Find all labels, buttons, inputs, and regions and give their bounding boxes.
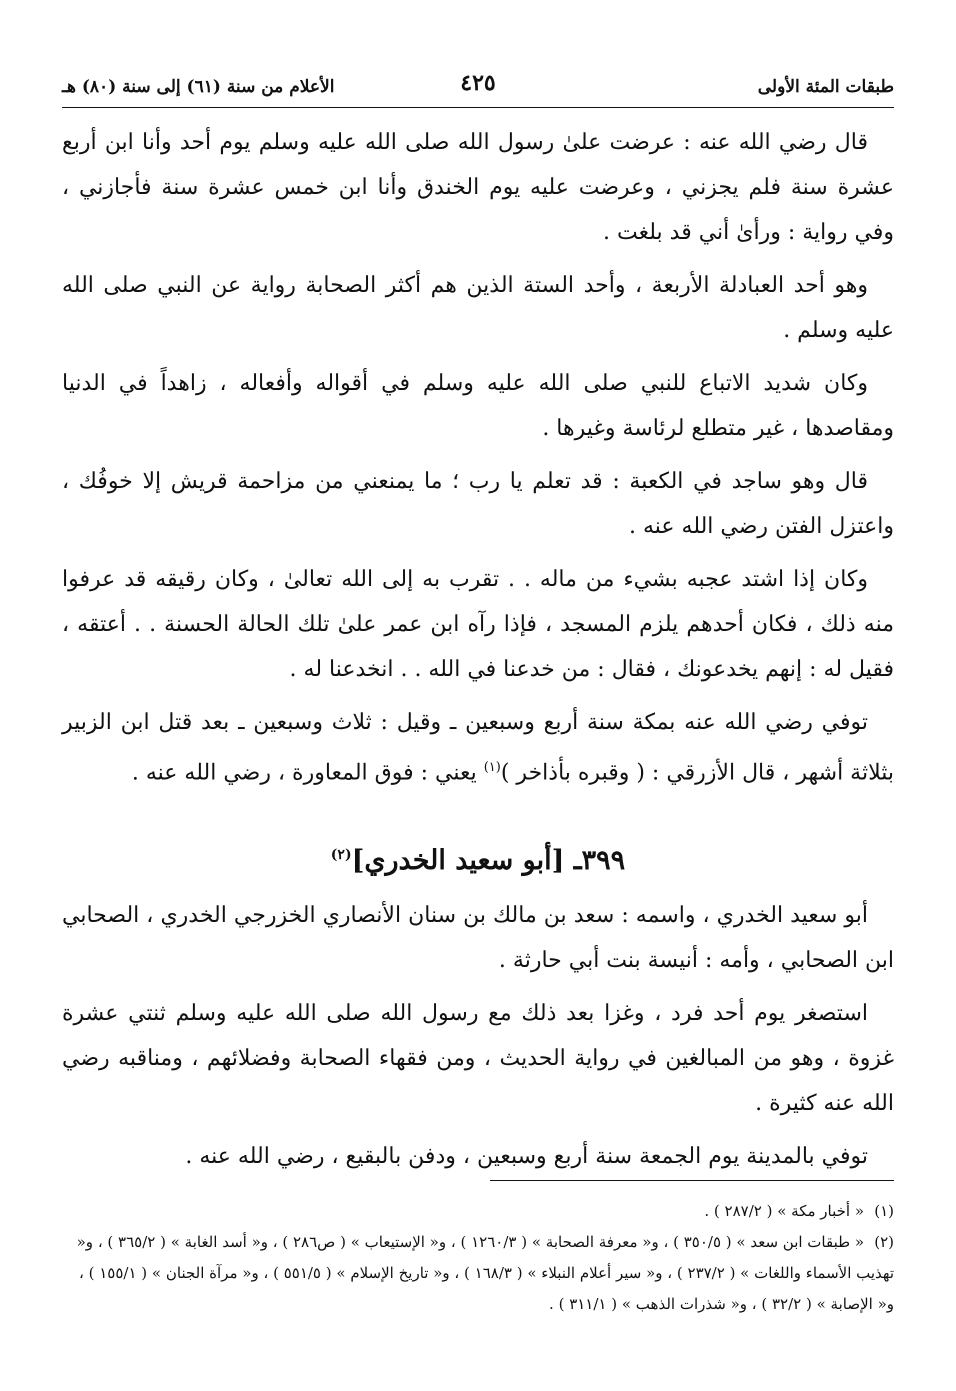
paragraph: وكان شديد الاتباع للنبي صلى الله عليه وسلم في أقواله وأفعاله ، زاهداً في الدنيا ومقاصدها ، غير متطلع لرئاسة وغيرها . [62,371,894,441]
paragraph-death [62,700,894,795]
footnote [62,1227,894,1320]
footnote-marker: (١) [874,1202,894,1220]
paragraph: توفي بالمدينة يوم الجمعة سنة أربع وسبعين ، ودفن بالبقيع ، رضي الله عنه . [185,1144,868,1170]
entry-title [62,831,894,885]
running-header [62,70,894,104]
paragraph: قال وهو ساجد في الكعبة : قد تعلم يا رب ؛ ما يمنعني من مزاحمة قريش إلا خوفُك ، واعتزل الفتن رضي الله عنه . [62,469,894,539]
footnote-text: « أخبار مكة » ( ٢٨٧/٢ ) . [704,1202,864,1220]
footnotes [62,1196,894,1320]
header-rule [62,107,894,108]
death-text-end: يعني : فوق المعاورة ، رضي الله عنه . [131,760,484,786]
header-left-title: الأعلام من سنة (٦١) إلى سنة (٨٠) هـ [62,77,335,97]
paragraph: استصغر يوم أحد فرد ، وغزا بعد ذلك مع رسول الله صلى الله عليه وسلم ثنتي عشرة غزوة ، وهو من المبالغين في رواية الحديث ، ومن فقهاء الصحابة وفضلائهم ، ومناقبه رضي الله عنه كثيرة . [62,1001,894,1117]
paragraph: أبو سعيد الخدري ، واسمه : سعد بن مالك بن سنان الأنصاري الخزرجي الخدري ، الصحابي ابن الصحابي ، وأمه : أنيسة بنت أبي حارثة . [62,903,894,974]
footnote-marker: (٢) [874,1233,894,1251]
paragraph: قال رضي الله عنه : عرضت علىٰ رسول الله صلى الله عليه وسلم يوم أحد وأنا ابن أربع عشرة سنة فلم يجزني ، وعرضت عليه يوم الخندق وأنا ابن خمس عشرة سنة فأجازني ، وفي رواية : ورأىٰ أني قد بلغت . [62,130,894,245]
footnote [62,1196,894,1227]
main-text [62,120,894,1187]
paragraph: وهو أحد العبادلة الأربعة ، وأحد الستة الذين هم أكثر الصحابة رواية عن النبي صلى الله عليه وسلم . [62,273,894,343]
footnote-ref: (٢) [330,847,352,864]
header-right-title: طبقات المئة الأولى [757,77,894,97]
page-number: ٤٢٥ [460,70,496,96]
footnote-ref: (١) [483,760,501,775]
paragraph: وكان إذا اشتد عجبه بشيء من ماله . . تقرب به إلى الله تعالىٰ ، وكان رقيقه قد عرفوا منه ذلك ، فكان أحدهم يلزم المسجد ، فإذا رآه ابن عمر علىٰ تلك الحالة الحسنة . . أعتقه ، فقيل له : إنهم يخدعونك ، فقال : من خدعنا في الله . . انخدعنا له . [62,567,894,682]
entry-title-text: ٣٩٩ـ [أبو سعيد الخدري] [351,845,626,877]
death-text: توفي رضي الله عنه بمكة سنة أربع وسبعين ـ وقيل : ثلاث وسبعين ـ بعد قتل ابن الزبير بثلاثة أشهر ، قال الأزرقي : ( وقبره بأذاخر ) [62,710,894,786]
footnote-rule [490,1180,894,1181]
footnote-text: « طبقات ابن سعد » ( ٣٥٠/٥ ) ، و« معرفة الصحابة » ( ١٢٦٠/٣ ) ، و« الإستيعاب » ( ص٢٨٦ ) ، و« أسد الغابة » ( ٣٦٥/٢ ) ، و« تهذيب الأسماء واللغات » ( ٢٣٧/٢ ) ، و« سير أعلام النبلاء » ( ١٦٨/٣ ) ، و« تاريخ الإسلام » ( ٥٥١/٥ ) ، و« مرآة الجنان » ( ١٥٥/١ ) ، و« الإصابة » ( ٣٢/٢ ) ، و« شذرات الذهب » ( ٣١١/١ ) . [76,1233,894,1313]
